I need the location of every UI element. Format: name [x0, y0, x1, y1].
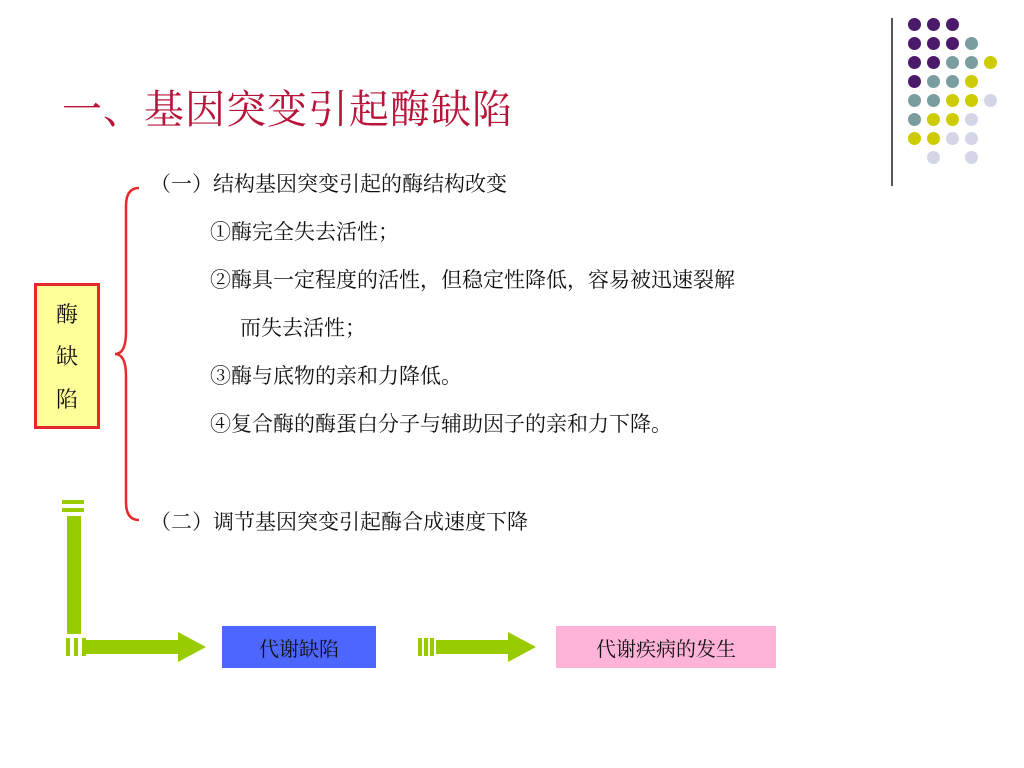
section-2-heading: （二）调节基因突变引起酶合成速度下降	[150, 510, 528, 534]
decorative-divider-line	[891, 18, 893, 186]
decorative-dot	[927, 75, 940, 88]
decorative-dot	[927, 151, 940, 164]
decorative-dot	[946, 18, 959, 31]
decorative-dot	[965, 132, 978, 145]
decorative-dot	[927, 37, 940, 50]
decorative-dot	[908, 37, 921, 50]
section-1-heading: （一）结构基因突变引起的酶结构改变	[150, 172, 507, 196]
metabolic-disease-box: 代谢疾病的发生	[556, 626, 776, 668]
enzyme-label-char-1: 酶	[55, 302, 78, 328]
enzyme-label-char-3: 陷	[55, 388, 78, 414]
stripe-marks-top	[62, 500, 84, 512]
vertical-shaft	[67, 516, 81, 634]
enzyme-label-char-2: 缺	[55, 345, 78, 371]
decorative-dot	[946, 37, 959, 50]
slide-title: 一、基因突变引起酶缺陷	[62, 87, 513, 133]
decorative-dot	[908, 132, 921, 145]
item-4: ④复合酶的酶蛋白分子与辅助因子的亲和力下降。	[210, 412, 672, 436]
decorative-dot	[908, 94, 921, 107]
decorative-dot	[984, 56, 997, 69]
metabolic-defect-box: 代谢缺陷	[222, 626, 376, 668]
decorative-dot	[965, 37, 978, 50]
arrow-to-disease	[436, 632, 536, 662]
enzyme-defect-label	[34, 283, 100, 429]
decorative-dot	[927, 132, 940, 145]
decorative-dot	[908, 75, 921, 88]
item-2: ②酶具一定程度的活性，但稳定性降低，容易被迅速裂解	[210, 268, 735, 292]
stripe-marks-mid	[418, 638, 434, 656]
decorative-dot-grid	[900, 14, 1024, 164]
decorative-dot	[908, 113, 921, 126]
decorative-dot	[946, 113, 959, 126]
item-2-continuation: 而失去活性；	[240, 316, 366, 340]
decorative-dot	[946, 75, 959, 88]
decorative-dot	[908, 18, 921, 31]
decorative-dot	[927, 94, 940, 107]
item-1: ①酶完全失去活性；	[210, 220, 399, 244]
decorative-dot	[946, 132, 959, 145]
decorative-dot	[965, 56, 978, 69]
decorative-dot	[965, 94, 978, 107]
decorative-dot	[946, 56, 959, 69]
decorative-dot	[946, 94, 959, 107]
decorative-dot	[927, 113, 940, 126]
item-3: ③酶与底物的亲和力降低。	[210, 364, 462, 388]
decorative-dot	[927, 56, 940, 69]
decorative-dot	[908, 56, 921, 69]
curly-brace	[112, 184, 142, 524]
decorative-dot	[984, 94, 997, 107]
decorative-dot	[965, 75, 978, 88]
decorative-dot	[965, 113, 978, 126]
decorative-dot	[965, 151, 978, 164]
arrow-to-defect	[86, 632, 206, 662]
decorative-dot	[927, 18, 940, 31]
stripe-marks-left	[66, 638, 86, 656]
